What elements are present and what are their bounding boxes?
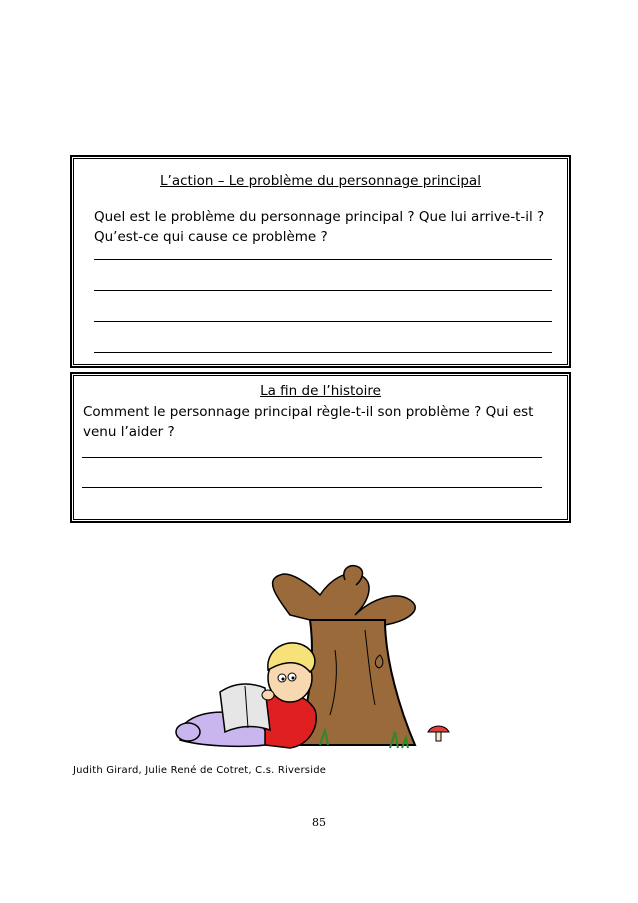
story-ending-box	[73, 375, 568, 520]
question-ending: Comment le personnage principal règle-t-il son problème ? Qui est venu l’aider ?	[83, 404, 534, 440]
section-title-action: L’action – Le problème du personnage principal	[160, 173, 481, 189]
answer-line[interactable]	[94, 259, 552, 260]
page-number: 85	[312, 816, 326, 829]
answer-line[interactable]	[94, 352, 552, 353]
answer-line[interactable]	[94, 290, 552, 291]
section-title-ending: La fin de l’histoire	[260, 383, 381, 399]
answer-line[interactable]	[82, 487, 542, 488]
answer-line[interactable]	[94, 321, 552, 322]
answer-line[interactable]	[82, 457, 542, 458]
question-action: Quel est le problème du personnage principal ? Que lui arrive-t-il ? Qu’est-ce qui cause ce problème ?	[94, 209, 545, 245]
boy-reading-under-tree-icon	[170, 560, 470, 760]
footer-credit: Judith Girard, Julie René de Cotret, C.s. Riverside	[73, 765, 327, 776]
story-action-box	[73, 158, 568, 365]
